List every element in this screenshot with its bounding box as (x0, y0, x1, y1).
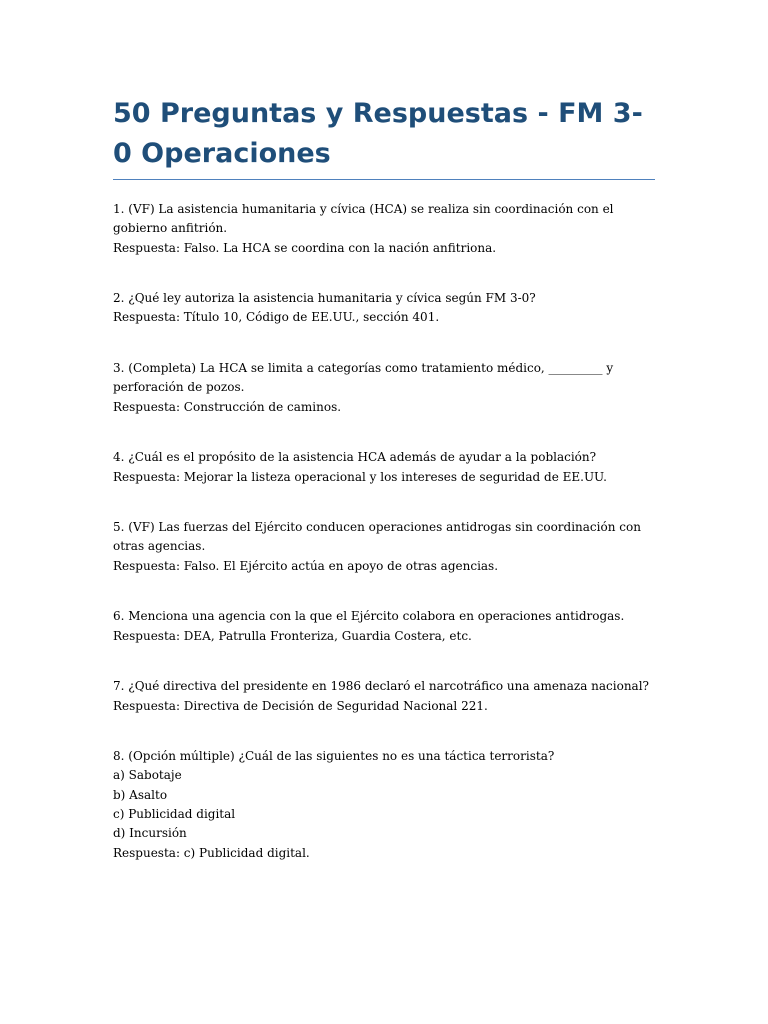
question-text: 5. (VF) Las fuerzas del Ejército conducen operaciones antidrogas sin coordinación con otras agencias. (113, 520, 641, 554)
question-item-3 (113, 359, 655, 417)
document-page (113, 94, 655, 894)
question-text: 7. ¿Qué directiva del presidente en 1986 declaró el narcotráfico una amenaza nacional? (113, 679, 649, 694)
question-item-4 (113, 448, 655, 487)
question-text: 4. ¿Cuál es el propósito de la asistencia HCA además de ayudar a la población? (113, 450, 597, 465)
answer-text: Respuesta: DEA, Patrulla Fronteriza, Guardia Costera, etc. (113, 628, 472, 643)
answer-text: Respuesta: Mejorar la listeza operacional y los intereses de seguridad de EE.UU. (113, 469, 607, 484)
answer-text: Respuesta: Construcción de caminos. (113, 399, 342, 414)
answer-text: Respuesta: Falso. La HCA se coordina con la nación anfitriona. (113, 240, 497, 255)
question-text: 3. (Completa) La HCA se limita a categorías como tratamiento médico, _________ y perforación de pozos. (113, 361, 614, 395)
option-b: b) Asalto (113, 787, 168, 802)
answer-text: Respuesta: c) Publicidad digital. (113, 845, 310, 860)
answer-text: Respuesta: Falso. El Ejército actúa en apoyo de otras agencias. (113, 558, 499, 573)
question-text: 2. ¿Qué ley autoriza la asistencia humanitaria y cívica según FM 3-0? (113, 291, 536, 306)
question-text: 6. Menciona una agencia con la que el Ejército colabora en operaciones antidrogas. (113, 609, 625, 624)
question-item-8 (113, 747, 655, 863)
question-text: 8. (Opción múltiple) ¿Cuál de las siguientes no es una táctica terrorista? (113, 749, 555, 764)
question-text: 1. (VF) La asistencia humanitaria y cívica (HCA) se realiza sin coordinación con el gobierno anfitrión. (113, 202, 614, 236)
option-c: c) Publicidad digital (113, 807, 236, 822)
question-list (113, 200, 655, 863)
question-item-7 (113, 677, 655, 716)
question-item-1 (113, 200, 655, 258)
answer-text: Respuesta: Título 10, Código de EE.UU., sección 401. (113, 310, 440, 325)
option-a: a) Sabotaje (113, 768, 182, 783)
question-item-2 (113, 289, 655, 328)
option-d: d) Incursión (113, 826, 187, 841)
question-item-6 (113, 607, 655, 646)
document-title: 50 Preguntas y Respuestas - FM 3-0 Operaciones (113, 94, 655, 180)
answer-text: Respuesta: Directiva de Decisión de Seguridad Nacional 221. (113, 698, 488, 713)
question-item-5 (113, 518, 655, 576)
